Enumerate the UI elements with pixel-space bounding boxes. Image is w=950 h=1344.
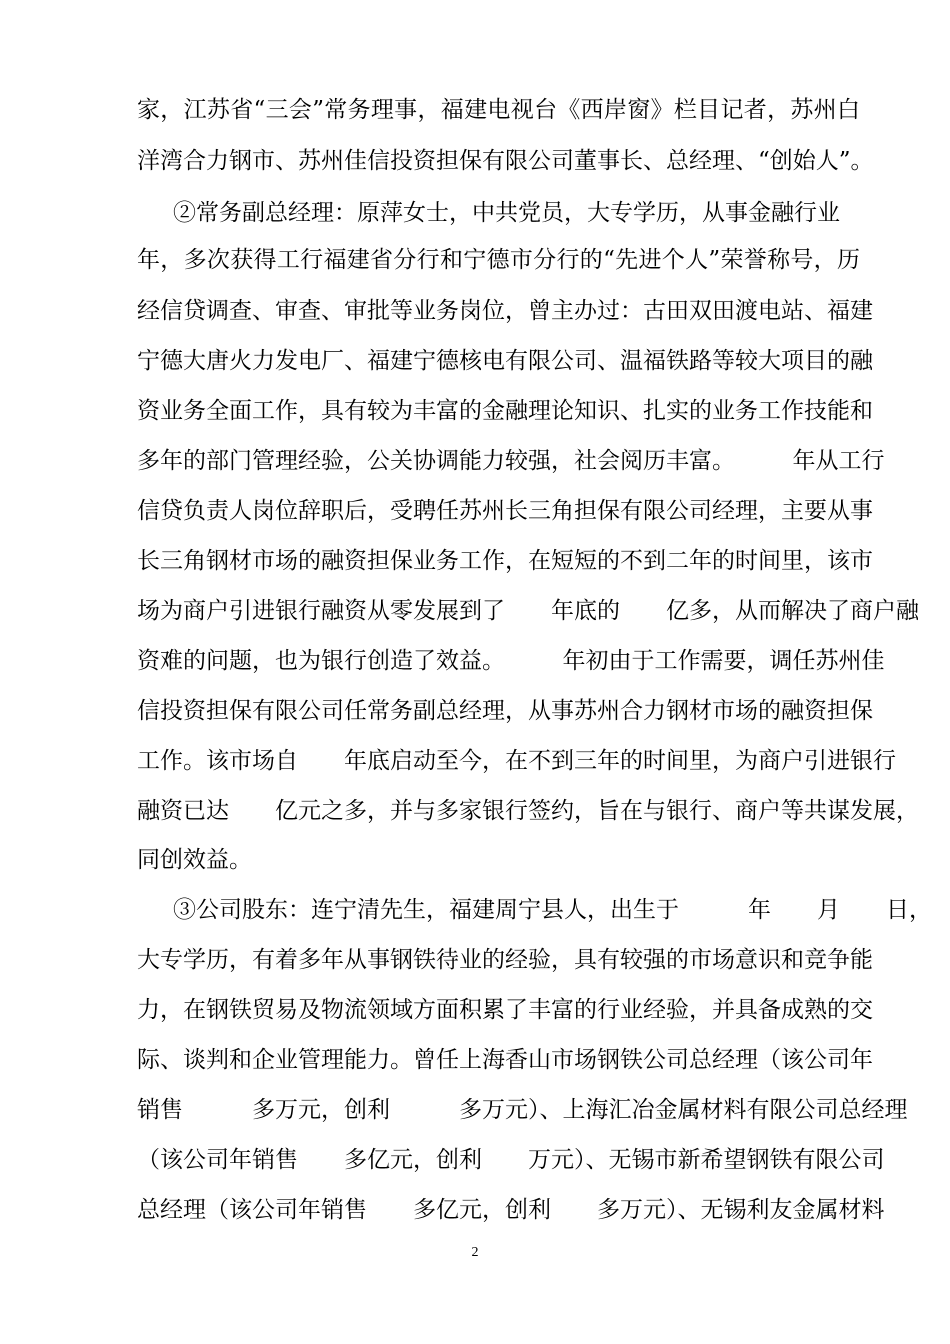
text-line-5: 经信贷调查、审查、审批等业务岗位，曾主办过：古田双田渡电站、福建	[137, 298, 873, 324]
text-line-9: 信贷负责人岗位辞职后，受聘任苏州长三角担保有限公司经理，主要从事	[137, 498, 873, 524]
text-line-6: 宁德大唐火力发电厂、福建宁德核电有限公司、温福铁路等较大项目的融	[137, 348, 873, 374]
text-line-16: 同创效益。	[137, 847, 252, 873]
text-line-12: 资难的问题，也为银行创造了效益。 年初由于工作需要，调任苏州佳	[137, 648, 885, 674]
text-line-20: 际、谈判和企业管理能力。曾任上海香山市场钢铁公司总经理（该公司年	[137, 1047, 873, 1073]
text-line-2: 洋湾合力钢市、苏州佳信投资担保有限公司董事长、总经理、“创始人”。	[137, 148, 874, 174]
page-number: 2	[471, 1245, 479, 1260]
text-line-7: 资业务全面工作，具有较为丰富的金融理论知识、扎实的业务工作技能和	[137, 398, 873, 424]
text-line-13: 信投资担保有限公司任常务副总经理，从事苏州合力钢材市场的融资担保	[137, 698, 873, 724]
text-line-4: 年，多次获得工行福建省分行和宁德市分行的“先进个人”荣誉称号，历	[137, 247, 860, 273]
text-line-17: ③公司股东：连宁清先生，福建周宁县人，出生于 年 月 日，	[173, 897, 932, 923]
text-line-22: （该公司年销售 多亿元，创利 万元）、无锡市新希望钢铁有限公司	[137, 1147, 885, 1173]
text-line-21: 销售 多万元，创利 多万元）、上海汇冶金属材料有限公司总经理	[137, 1097, 908, 1123]
text-line-23: 总经理（该公司年销售 多亿元，创利 多万元）、无锡利友金属材料	[137, 1197, 885, 1223]
text-line-1: 家，江苏省“三会”常务理事，福建电视台《西岸窗》栏目记者，苏州白	[137, 97, 860, 123]
text-line-11: 场为商户引进银行融资从零发展到了 年底的 亿多，从而解决了商户融	[137, 598, 919, 624]
text-line-18: 大专学历，有着多年从事钢铁待业的经验，具有较强的市场意识和竞争能	[137, 947, 873, 973]
text-line-14: 工作。该市场自 年底启动至今，在不到三年的时间里，为商户引进银行	[137, 748, 896, 774]
text-line-10: 长三角钢材市场的融资担保业务工作，在短短的不到二年的时间里，该市	[137, 548, 873, 574]
text-line-19: 力，在钢铁贸易及物流领域方面积累了丰富的行业经验，并具备成熟的交	[137, 997, 873, 1023]
text-line-3: ②常务副总经理：原萍女士，中共党员，大专学历，从事金融行业	[173, 200, 840, 226]
text-line-15: 融资已达 亿元之多，并与多家银行签约，旨在与银行、商户等共谋发展，	[137, 798, 919, 824]
text-line-8: 多年的部门管理经验，公关协调能力较强，社会阅历丰富。 年从工行	[137, 448, 885, 474]
